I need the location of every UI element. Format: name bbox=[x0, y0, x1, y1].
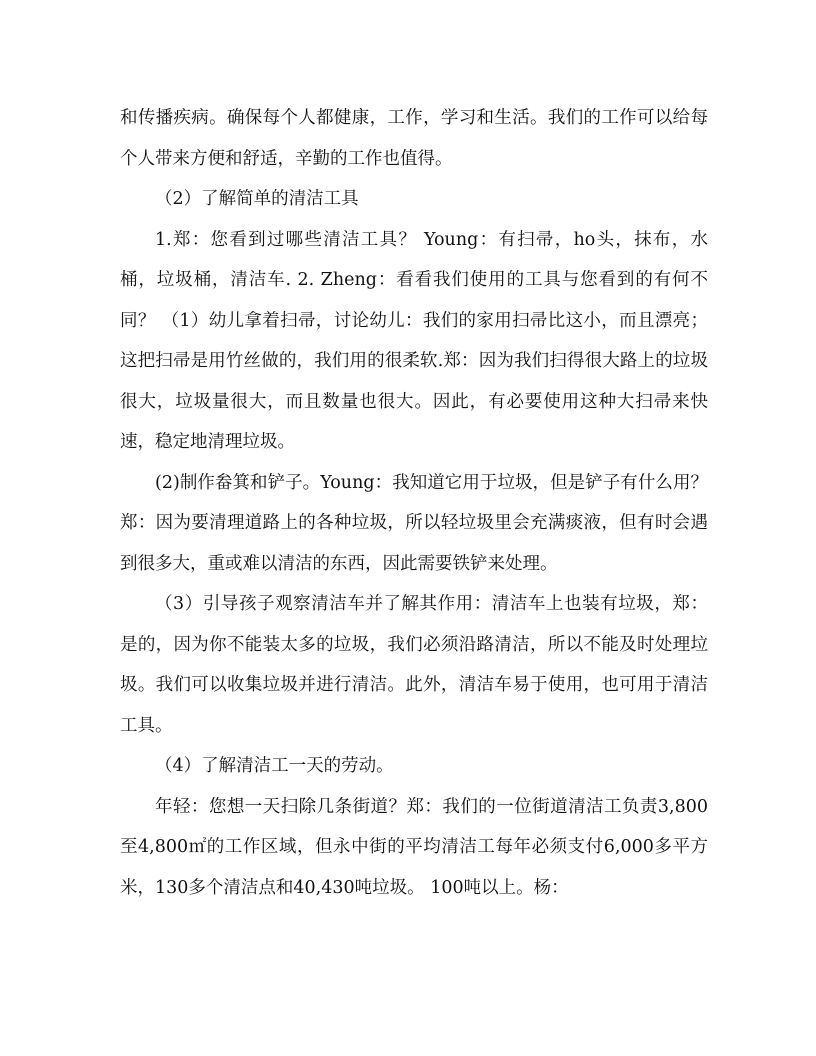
paragraph-daily-work: 年轻：您想一天扫除几条街道？郑：我们的一位街道清洁工负责3,800至4,800㎡的工作区域，但永中街的平均清洁工每年必须支付6,000多平方米，130多个清洁点和40,430吨垃圾。 100吨以上。杨： bbox=[120, 796, 708, 898]
paragraph-tools-discussion: 1.郑：您看到过哪些清洁工具？ Young：有扫帚，ho头，抹布，水桶，垃圾桶，清洁车. 2. Zheng：看看我们使用的工具与您看到的有何不同？ （1）幼儿拿着扫帚，讨论幼儿：我们的家用扫帚比这小，而且漂亮；这把扫帚是用竹丝做的，我们用的很柔软.郑：因为我们扫得很大路上的垃圾很大，垃圾量很大，而且数量也很大。因此，有必要使用这种大扫帚来快速，稳定地清理垃圾。 bbox=[120, 229, 708, 452]
section-heading-cleaning-tools: （2）了解简单的清洁工具 bbox=[155, 189, 359, 209]
section-heading-daily-work: （4）了解清洁工一天的劳动。 bbox=[155, 756, 394, 776]
document-body bbox=[120, 98, 708, 908]
paragraph-dustpan-shovel: (2)制作畚箕和铲子。Young：我知道它用于垃圾，但是铲子有什么用？郑：因为要清理道路上的各种垃圾，所以轻垃圾里会充满痰液，但有时会遇到很多大，重或难以清洁的东西，因此需要铁铲来处理。 bbox=[120, 472, 708, 574]
paragraph-cleaning-cart: （3）引导孩子观察清洁车并了解其作用：清洁车上也装有垃圾，郑：是的，因为你不能装太多的垃圾，我们必须沿路清洁，所以不能及时处理垃圾。我们可以收集垃圾并进行清洁。此外，清洁车易于使用，也可用于清洁工具。 bbox=[120, 594, 708, 736]
paragraph-continuation: 和传播疾病。确保每个人都健康，工作，学习和生活。我们的工作可以给每个人带来方便和舒适，辛勤的工作也值得。 bbox=[120, 108, 708, 169]
